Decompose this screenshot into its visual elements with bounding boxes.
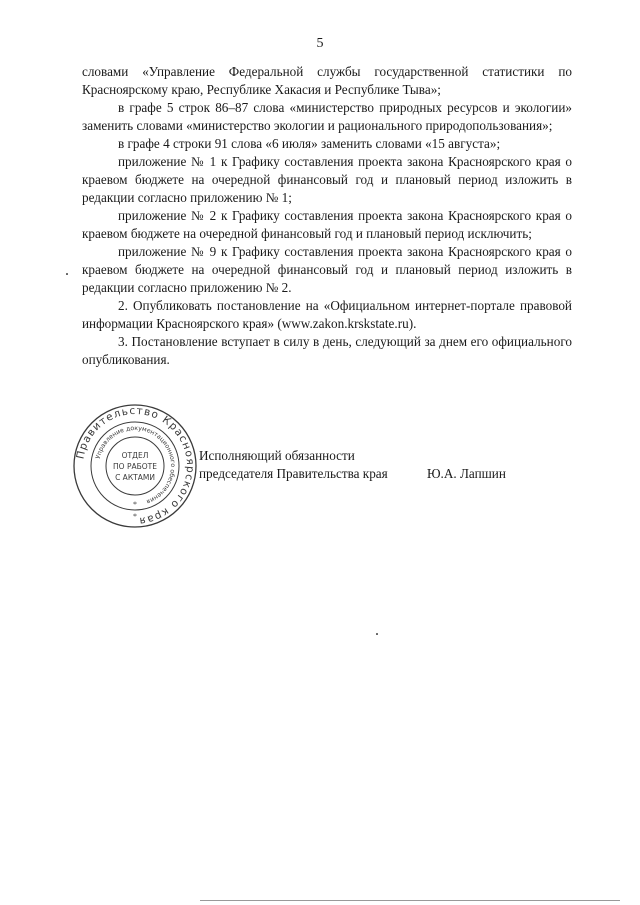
signature-block [199,447,579,483]
official-stamp [72,403,198,529]
scan-artifact [200,900,620,901]
paragraph: 3. Постановление вступает в силу в день, следующий за днем его официального опубликования. [82,334,572,367]
paragraph: 2. Опубликовать постановление на «Официальном интернет-портале правовой информации Красноярского края» (www.zakon.krskstate.ru). [82,298,572,331]
stamp-center-line: ОТДЕЛ [121,451,149,460]
stamp-center-line: ПО РАБОТЕ [113,462,157,471]
signatory-name: Ю.А. Лапшин [427,466,506,481]
stamp-star-icon: * [133,512,137,521]
paragraph: приложение № 1 к Графику составления проекта закона Красноярского края о краевом бюджете на очередной финансовый год и плановый период изложить в редакции согласно приложению № 1; [82,154,572,205]
paragraph: словами «Управление Федеральной службы государственной статистики по Красноярскому краю, Республике Хакасия и Республике Тыва»; [82,64,572,97]
stamp-center-line: С АКТАМИ [115,473,155,482]
paragraph: приложение № 2 к Графику составления проекта закона Красноярского края о краевом бюджете на очередной финансовый год и плановый период исключить; [82,208,572,241]
paragraph: в графе 5 строк 86–87 слова «министерство природных ресурсов и экологии» заменить словами «министерство экологии и рационального природопользования»; [82,100,572,133]
signatory-position: председателя Правительства края [199,466,388,481]
stamp-outer-text: Правительство Красноярского края [74,404,197,527]
document-body [82,63,572,369]
paragraph: в графе 4 строки 91 слова «6 июля» заменить словами «15 августа»; [118,136,501,151]
signatory-title: Исполняющий обязанности [199,448,355,463]
scan-artifact [376,633,378,635]
stamp-middle-text: Управление документационного обеспечения [94,424,177,505]
stamp-star-icon: * [133,500,137,509]
page-number: 5 [316,36,324,51]
scan-artifact [66,273,68,275]
paragraph: приложение № 9 к Графику составления проекта закона Красноярского края о краевом бюджете на очередной финансовый год и плановый период изложить в редакции согласно приложению № 2. [82,244,572,295]
